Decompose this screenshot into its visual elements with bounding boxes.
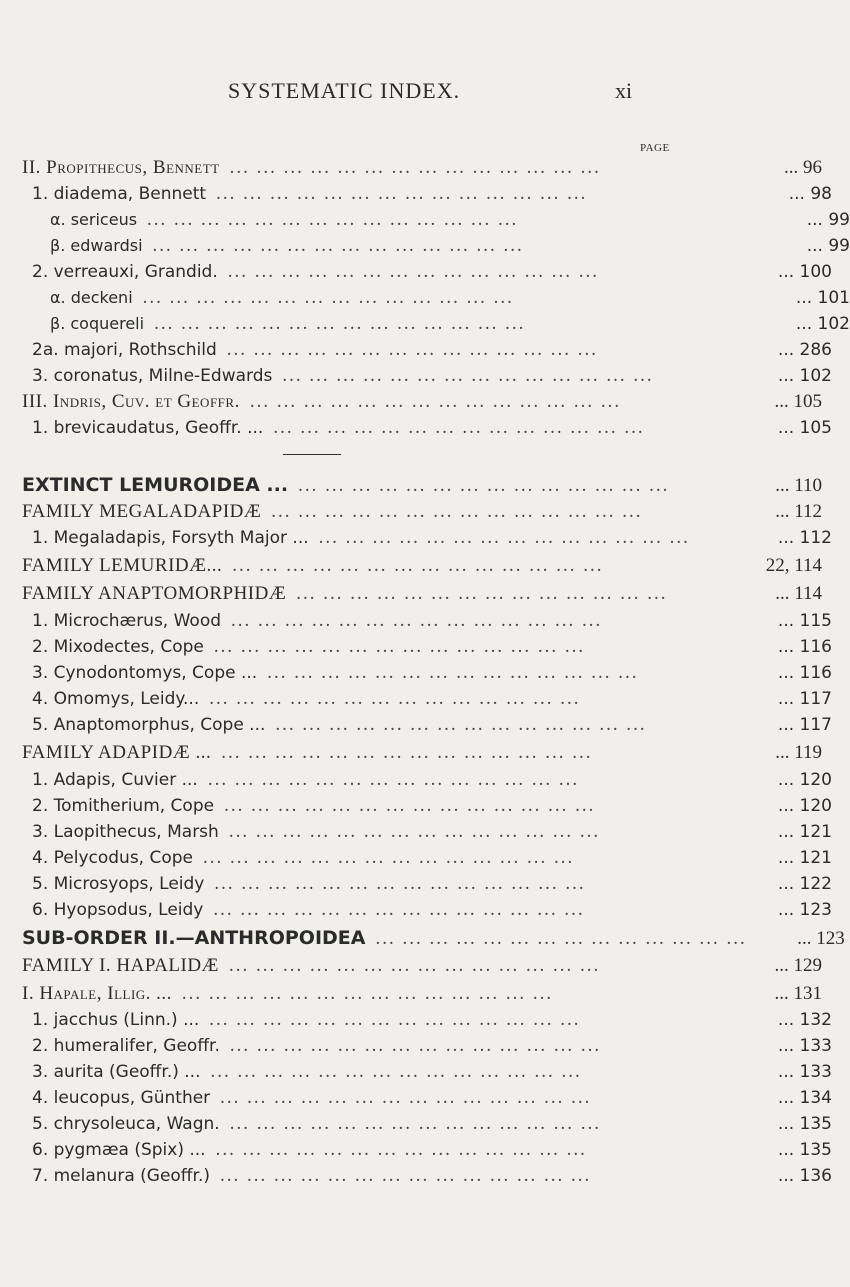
leader-dots: ... ... ... ... ... ... ... ... ... ... ... ... ... ... <box>181 983 554 1004</box>
entry-page: ... 116 <box>777 637 832 657</box>
entry-label: α. deckeni <box>50 288 133 307</box>
index-entry <box>0 157 822 181</box>
entry-label: 1. brevicaudatus, Geoffr. ... <box>32 418 264 438</box>
entry-page: ... 135 <box>777 1140 832 1160</box>
roman-page-number: xi <box>615 78 633 103</box>
entry-page: ... 117 <box>777 689 832 709</box>
entry-label: 5. Microsyops, Leidy <box>32 874 205 894</box>
leader-dots: ... ... ... ... ... ... ... ... ... ... ... ... ... ... <box>215 1139 587 1160</box>
leader-dots: ... ... ... ... ... ... ... ... ... ... ... ... ... ... <box>228 955 601 976</box>
leader-dots: ... ... ... ... ... ... ... ... ... ... ... ... ... ... <box>142 287 514 308</box>
entry-label: 6. pygmæa (Spix) ... <box>32 1140 206 1160</box>
index-entry <box>0 1165 832 1189</box>
leader-dots: ... ... ... ... ... ... ... ... ... ... ... ... ... ... <box>229 157 601 178</box>
index-entry <box>0 927 845 951</box>
index-entry <box>0 235 850 259</box>
entry-label: 5. Anaptomorphus, Cope ... <box>32 715 266 735</box>
index-entry <box>0 527 832 551</box>
entry-page: ... 99 <box>806 210 850 230</box>
entry-page: ... 122 <box>777 874 832 894</box>
index-entry <box>0 1139 832 1163</box>
index-entry <box>0 636 832 660</box>
index-entry <box>0 847 832 871</box>
entry-page: ... 121 <box>777 848 832 868</box>
entry-page: ... 136 <box>777 1166 832 1186</box>
index-entry <box>0 391 822 415</box>
index-entry <box>0 955 822 979</box>
index-entry <box>0 313 850 337</box>
index-entry <box>0 610 832 634</box>
entry-label: FAMILY LEMURIDÆ... <box>22 555 223 576</box>
entry-label: 5. chrysoleuca, Wagn. <box>32 1114 220 1134</box>
leader-dots: ... ... ... ... ... ... ... ... ... ... ... ... ... ... <box>220 1165 592 1186</box>
entry-label: FAMILY ADAPIDÆ ... <box>22 742 212 763</box>
entry-page: ... 99 <box>806 236 850 256</box>
index-entry <box>0 899 832 923</box>
leader-dots: ... ... ... ... ... ... ... ... ... ... ... ... ... ... <box>209 1009 581 1030</box>
entry-label: 1. Microchærus, Wood <box>32 611 222 631</box>
entry-page: ... 119 <box>775 742 822 763</box>
entry-label: 4. Omomys, Leidy... <box>32 689 200 709</box>
entry-label: β. coquereli <box>50 314 145 333</box>
index-entry <box>0 555 822 579</box>
index-entry <box>0 688 832 712</box>
leader-dots: ... ... ... ... ... ... ... ... ... ... ... ... ... ... <box>229 1035 602 1056</box>
entry-label: 1. diadema, Bennett <box>32 184 207 204</box>
entry-label: 3. Cynodontomys, Cope ... <box>32 663 258 683</box>
entry-label: FAMILY ANAPTOMORPHIDÆ <box>22 583 287 604</box>
index-entry <box>0 417 832 441</box>
entry-page: ... 132 <box>777 1010 832 1030</box>
leader-dots: ... ... ... ... ... ... ... ... ... ... ... ... ... ... <box>224 795 596 816</box>
leader-dots: ... ... ... ... ... ... ... ... ... ... ... ... ... ... <box>375 928 747 949</box>
leader-dots: ... ... ... ... ... ... ... ... ... ... ... ... ... ... <box>213 636 586 657</box>
entry-page: ... 121 <box>777 822 832 842</box>
running-title: SYSTEMATIC INDEX. <box>228 78 461 103</box>
index-entry <box>0 714 832 738</box>
entry-label: FAMILY I. HAPALIDÆ <box>22 955 219 976</box>
leader-dots: ... ... ... ... ... ... ... ... ... ... ... ... ... ... <box>216 183 588 204</box>
index-entry <box>0 209 850 233</box>
index-entry <box>0 769 832 793</box>
index-entry <box>0 1035 832 1059</box>
entry-label: EXTINCT LEMUROIDEA ... <box>22 474 289 496</box>
index-entry <box>0 1087 832 1111</box>
index-entry <box>0 1113 832 1137</box>
index-entry <box>0 261 832 285</box>
leader-dots: ... ... ... ... ... ... ... ... ... ... ... ... ... ... <box>267 662 639 683</box>
leader-dots: ... ... ... ... ... ... ... ... ... ... ... ... ... ... <box>203 847 575 868</box>
index-entry <box>0 742 822 766</box>
entry-page: ... 123 <box>777 900 832 920</box>
entry-page: ... 116 <box>777 663 832 683</box>
entry-label: 6. Hyopsodus, Leidy <box>32 900 204 920</box>
entry-page: ... 105 <box>774 391 822 412</box>
index-entry <box>0 662 832 686</box>
index-entry <box>0 821 832 845</box>
entry-label: α. sericeus <box>50 210 138 229</box>
entry-page: ... 134 <box>777 1088 832 1108</box>
entry-page: ... 115 <box>777 611 832 631</box>
entry-page: ... 112 <box>777 528 832 548</box>
entry-page: ... 102 <box>777 366 832 386</box>
leader-dots: ... ... ... ... ... ... ... ... ... ... ... ... ... ... <box>318 527 690 548</box>
leader-dots: ... ... ... ... ... ... ... ... ... ... ... ... ... ... <box>229 1113 601 1134</box>
entry-label: 2a. majori, Rothschild <box>32 340 217 360</box>
entry-label: 2. verreauxi, Grandid. <box>32 262 218 282</box>
leader-dots: ... ... ... ... ... ... ... ... ... ... ... ... ... ... <box>282 365 654 386</box>
index-entry <box>0 983 822 1007</box>
entry-label: 7. melanura (Geoffr.) <box>32 1166 210 1186</box>
entry-page: ... 120 <box>777 770 832 790</box>
entry-label: 3. aurita (Geoffr.) ... <box>32 1062 201 1082</box>
leader-dots: ... ... ... ... ... ... ... ... ... ... ... ... ... ... <box>221 742 593 763</box>
index-entry <box>0 339 832 363</box>
leader-dots: ... ... ... ... ... ... ... ... ... ... ... ... ... ... <box>210 1061 582 1082</box>
entry-page: ... 133 <box>777 1062 832 1082</box>
entry-page: ... 133 <box>777 1036 832 1056</box>
index-entry <box>0 474 822 498</box>
leader-dots: ... ... ... ... ... ... ... ... ... ... ... ... ... ... <box>228 821 601 842</box>
leader-dots: ... ... ... ... ... ... ... ... ... ... ... ... ... ... <box>232 555 604 576</box>
entry-page: ... 286 <box>777 340 832 360</box>
leader-dots: ... ... ... ... ... ... ... ... ... ... ... ... ... ... <box>147 209 519 230</box>
index-entry <box>0 287 850 311</box>
entry-page: ... 129 <box>774 955 822 976</box>
leader-dots: ... ... ... ... ... ... ... ... ... ... ... ... ... ... <box>220 1087 592 1108</box>
leader-dots: ... ... ... ... ... ... ... ... ... ... ... ... ... ... <box>273 417 645 438</box>
entry-label: SUB-ORDER II.—ANTHROPOIDEA <box>22 927 366 949</box>
entry-page: ... 105 <box>777 418 832 438</box>
entry-label: 2. Tomitherium, Cope <box>32 796 215 816</box>
entry-label: 3. Laopithecus, Marsh <box>32 822 219 842</box>
index-entry <box>0 583 822 607</box>
index-entry <box>0 183 832 207</box>
entry-label: 1. jacchus (Linn.) ... <box>32 1010 200 1030</box>
leader-dots: ... ... ... ... ... ... ... ... ... ... ... ... ... ... <box>275 714 647 735</box>
leader-dots: ... ... ... ... ... ... ... ... ... ... ... ... ... ... <box>213 899 585 920</box>
entry-page: ... 110 <box>775 475 822 496</box>
leader-dots: ... ... ... ... ... ... ... ... ... ... ... ... ... ... <box>207 769 580 790</box>
entry-label: 2. humeralifer, Geoffr. <box>32 1036 220 1056</box>
section-rule <box>283 454 341 455</box>
entry-page: ... 101 <box>795 288 850 308</box>
entry-page: ... 131 <box>774 983 822 1004</box>
entry-page: ... 123 <box>797 928 845 949</box>
entry-page: ... 96 <box>784 157 822 178</box>
entry-page: ... 135 <box>777 1114 832 1134</box>
entry-label: β. edwardsi <box>50 236 143 255</box>
entry-page: ... 102 <box>795 314 850 334</box>
leader-dots: ... ... ... ... ... ... ... ... ... ... ... ... ... ... <box>214 873 586 894</box>
entry-page: 22, 114 <box>765 555 822 576</box>
leader-dots: ... ... ... ... ... ... ... ... ... ... ... ... ... ... <box>209 688 581 709</box>
leader-dots: ... ... ... ... ... ... ... ... ... ... ... ... ... ... <box>271 501 643 522</box>
index-entry <box>0 1009 832 1033</box>
entry-page: ... 114 <box>775 583 822 604</box>
leader-dots: ... ... ... ... ... ... ... ... ... ... ... ... ... ... <box>226 339 599 360</box>
entry-label: I. Hapale, Illig. ... <box>22 983 172 1004</box>
entry-label: 2. Mixodectes, Cope <box>32 637 204 657</box>
entry-page: ... 117 <box>777 715 832 735</box>
entry-label: II. Propithecus, Bennett <box>22 157 220 178</box>
entry-page: ... 98 <box>788 184 832 204</box>
entry-label: 1. Adapis, Cuvier ... <box>32 770 198 790</box>
entry-label: 3. coronatus, Milne-Edwards <box>32 366 273 386</box>
index-entry <box>0 501 822 525</box>
leader-dots: ... ... ... ... ... ... ... ... ... ... ... ... ... ... <box>249 391 622 412</box>
entry-page: ... 120 <box>777 796 832 816</box>
index-entry <box>0 1061 832 1085</box>
entry-page: ... 100 <box>777 262 832 282</box>
entry-label: 1. Megaladapis, Forsyth Major ... <box>32 528 309 548</box>
entry-label: 4. leucopus, Günther <box>32 1088 211 1108</box>
entry-label: 4. Pelycodus, Cope <box>32 848 194 868</box>
page-column-label: PAGE <box>640 142 670 154</box>
leader-dots: ... ... ... ... ... ... ... ... ... ... ... ... ... ... <box>154 313 526 334</box>
index-entry <box>0 795 832 819</box>
leader-dots: ... ... ... ... ... ... ... ... ... ... ... ... ... ... <box>227 261 600 282</box>
entry-label: FAMILY MEGALADAPIDÆ <box>22 501 262 522</box>
page-header <box>0 78 800 108</box>
entry-page: ... 112 <box>775 501 822 522</box>
entry-label: III. Indris, Cuv. et Geoffr. <box>22 391 240 412</box>
leader-dots: ... ... ... ... ... ... ... ... ... ... ... ... ... ... <box>296 583 668 604</box>
index-entry <box>0 873 832 897</box>
leader-dots: ... ... ... ... ... ... ... ... ... ... ... ... ... ... <box>152 235 524 256</box>
leader-dots: ... ... ... ... ... ... ... ... ... ... ... ... ... ... <box>231 610 603 631</box>
leader-dots: ... ... ... ... ... ... ... ... ... ... ... ... ... ... <box>298 475 670 496</box>
index-entry <box>0 365 832 389</box>
